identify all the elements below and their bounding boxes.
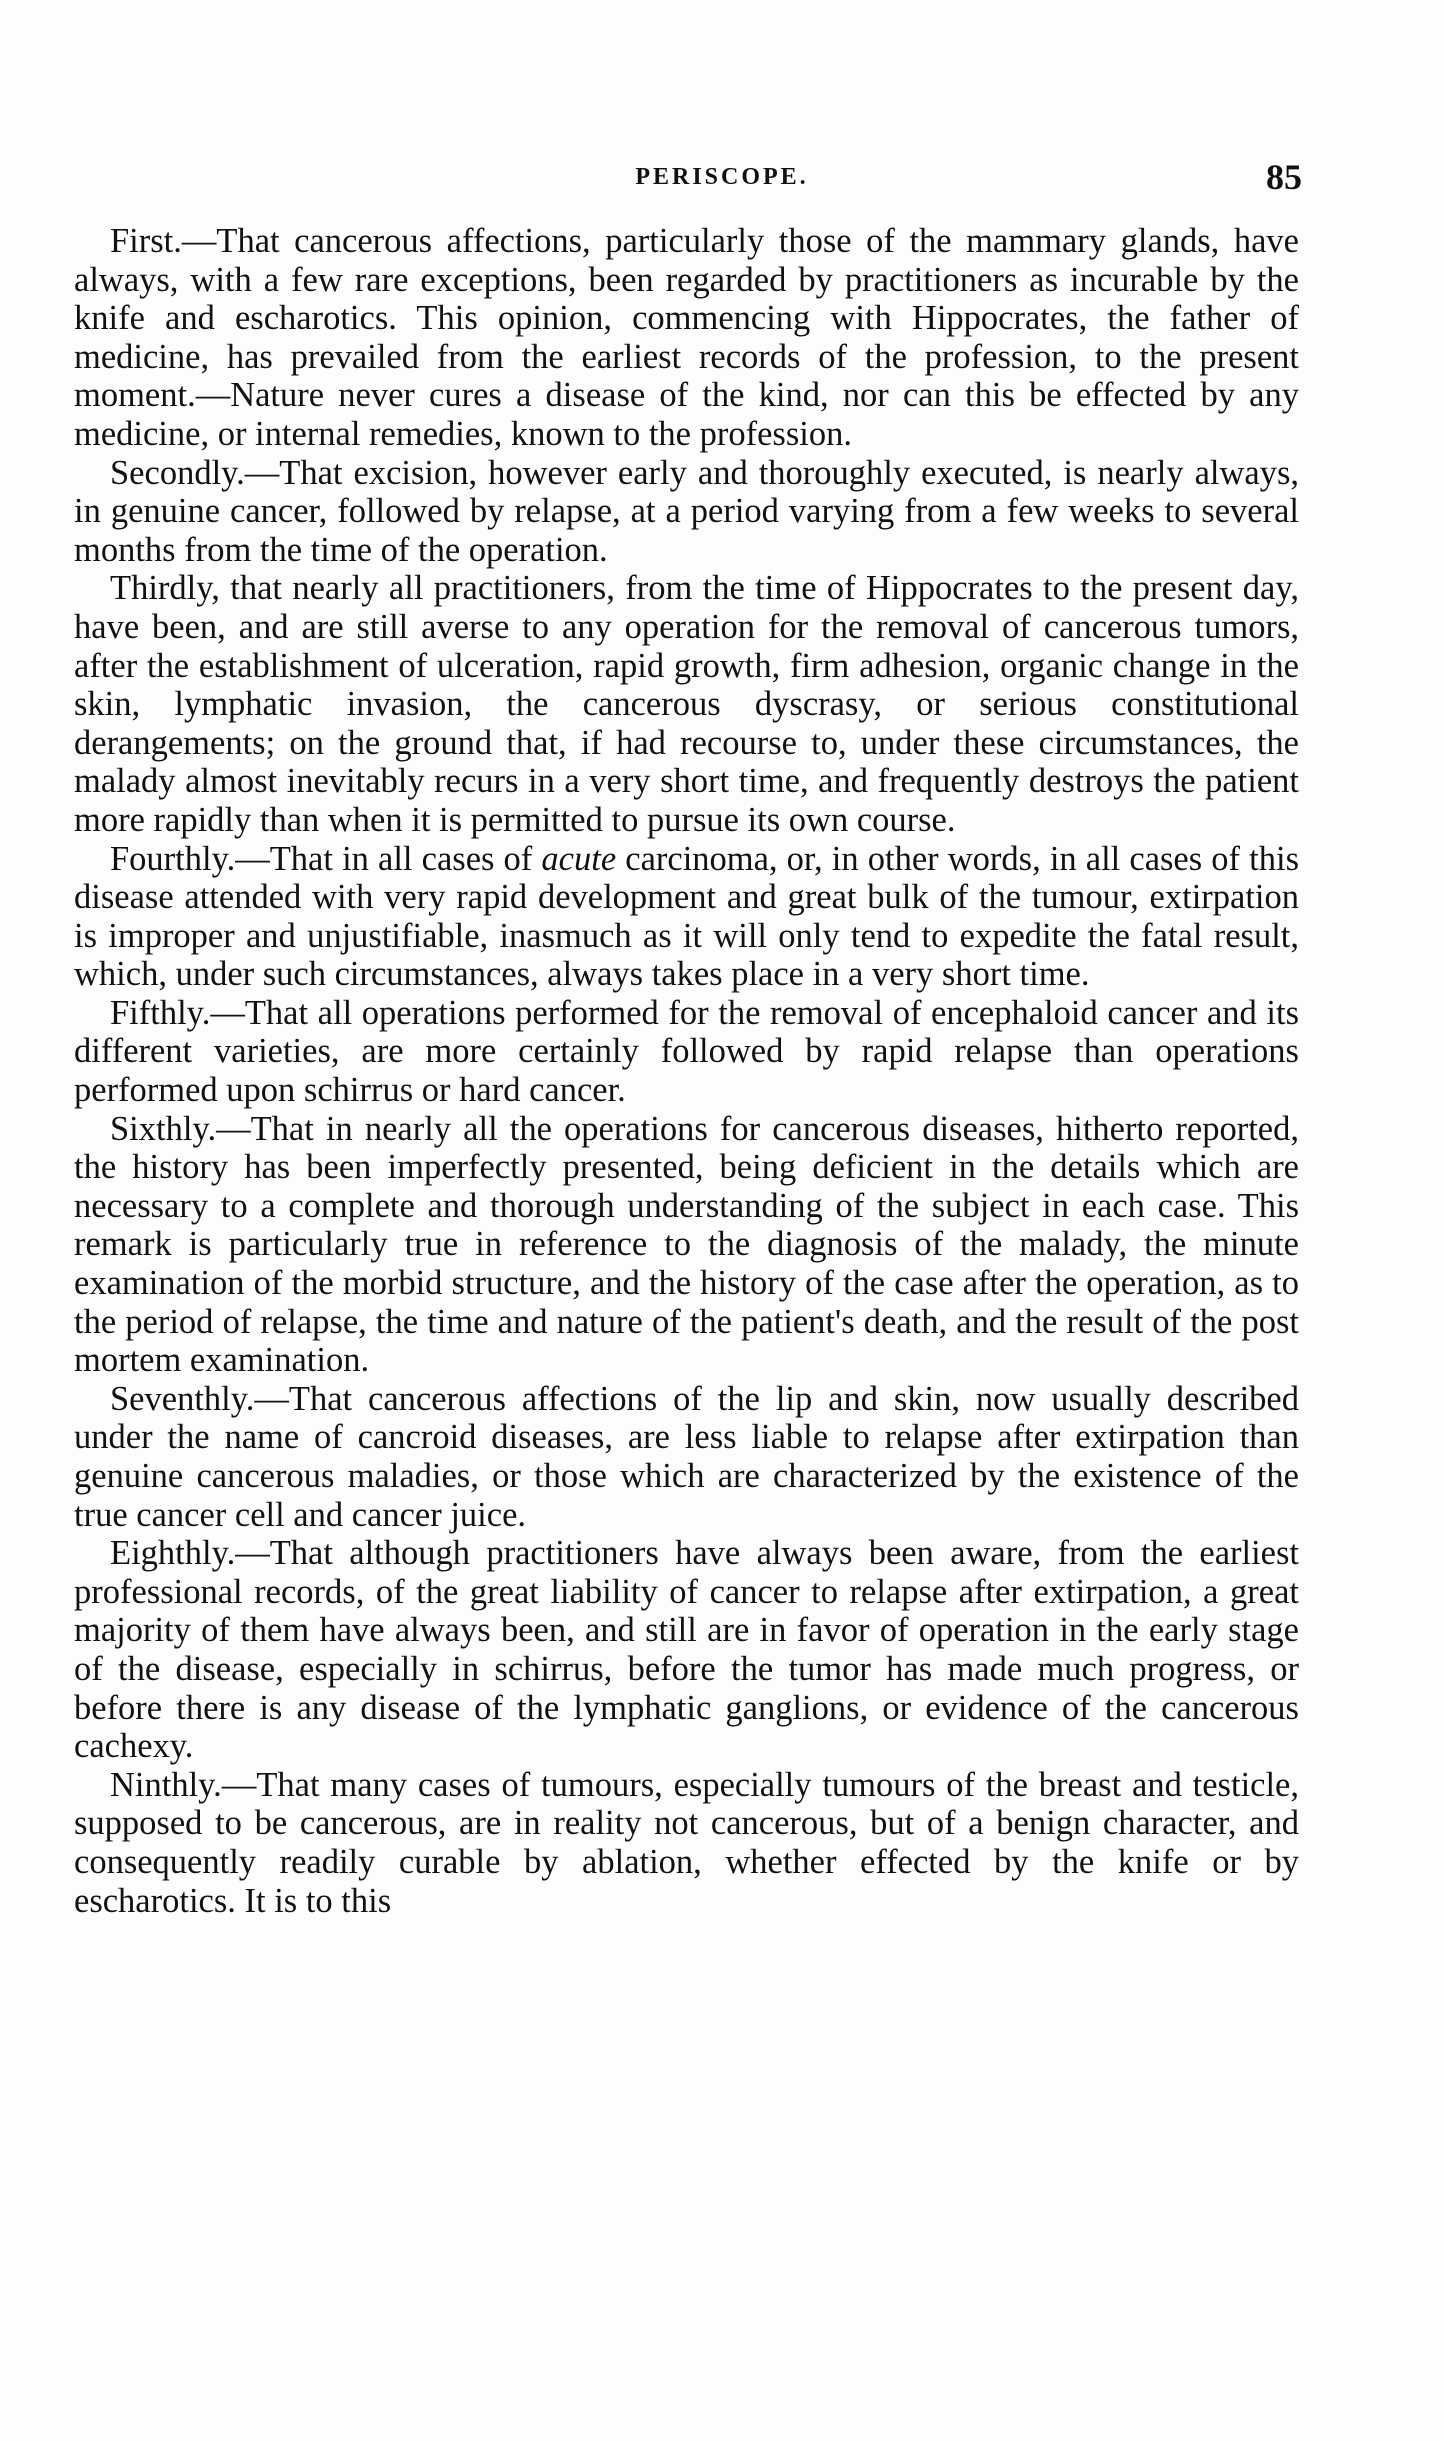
- paragraph-lead: Fifthly.: [110, 993, 211, 1032]
- paragraph-text: —That excision, however early and thoroughly executed, is nearly always, in genuine cancer, followed by relapse, at a period varying from a few weeks to several months from the time of the operation.: [74, 453, 1299, 569]
- paragraph-lead: Seventhly.: [110, 1379, 255, 1418]
- running-title: PERISCOPE.: [635, 164, 809, 190]
- paragraph-seventhly: [74, 1380, 1299, 1534]
- paragraph-sixthly: [74, 1110, 1299, 1380]
- paragraph-text-before: —That in all cases of: [235, 839, 542, 878]
- paragraph-text: —That cancerous affections, particularly those of the mammary glands, have always, with a few rare exceptions, been regarded by practitioners as incurable by the knife and escharotics. This opinion, commencing with Hippocrates, the father of medicine, has prevailed from the earliest records of the profession, to the present moment.—Nature never cures a disease of the kind, nor can this be effected by any medicine, or internal remedies, known to the profession.: [74, 222, 1299, 453]
- paragraph-fourthly: [74, 840, 1299, 994]
- paragraph-lead: Fourthly.: [110, 839, 236, 878]
- paragraph-first: [74, 222, 1299, 454]
- paragraph-ninthly: [74, 1766, 1299, 1920]
- paragraph-lead: Eighthly.: [110, 1534, 236, 1573]
- paragraph-lead: Secondly.: [110, 453, 245, 492]
- running-header: [0, 157, 1444, 204]
- emphasis-acute: acute: [541, 839, 617, 878]
- paragraph-lead: First.: [110, 222, 182, 260]
- paragraph-fifthly: [74, 994, 1299, 1110]
- paragraph-text: —That in nearly all the operations for cancerous diseases, hitherto reported, the history has been imperfectly presented, being deficient in the details which are necessary to a complete and thorough understanding of the subject in each case. This remark is particularly true in reference to the diagnosis of the malady, the minute examination of the morbid structure, and the history of the case after the operation, as to the period of relapse, the time and nature of the patient's death, and the result of the post mortem examination.: [74, 1109, 1299, 1380]
- paragraph-lead: Sixthly.: [110, 1109, 217, 1148]
- paragraph-lead: Thirdly,: [110, 569, 220, 608]
- body-text: [74, 222, 1299, 1920]
- paragraph-eighthly: [74, 1534, 1299, 1766]
- paragraph-text: carcinoma, or, in other words, in all cases of this disease attended with very rapid development and great bulk of the tumour, extirpation is improper and unjustifiable, inasmuch as it will only tend to expedite the fatal result, which, under such circumstances, always takes place in a very short time.: [74, 839, 1299, 994]
- paragraph-text: —That many cases of tumours, especially tumours of the breast and testicle, supposed to be cancerous, are in reality not cancerous, but of a benign character, and consequently readily curable by ablation, whether effected by the knife or by escharotics. It is to this: [74, 1765, 1299, 1920]
- paragraph-text: that nearly all practitioners, from the time of Hippocrates to the present day, have been, and are still averse to any operation for the removal of cancerous tumors, after the establishment of ulceration, rapid growth, firm adhesion, organic change in the skin, lymphatic invasion, the cancerous dyscrasy, or serious constitutional derangements; on the ground that, if had recourse to, under these circumstances, the malady almost inevitably recurs in a very short time, and frequently destroys the patient more rapidly than when it is permitted to pursue its own course.: [74, 569, 1299, 839]
- paragraph-lead: Ninthly.: [110, 1765, 222, 1804]
- page-number: 85: [1266, 157, 1302, 197]
- paragraph-text: —That cancerous affections of the lip and skin, now usually described under the name of cancroid diseases, are less liable to relapse after extirpation than genuine cancerous maladies, or those which are characterized by the existence of the true cancer cell and cancer juice.: [74, 1379, 1299, 1534]
- paragraph-thirdly: [74, 569, 1299, 839]
- paragraph-text: —That although practitioners have always been aware, from the earliest professional records, of the great liability of cancer to relapse after extirpation, a great majority of them have always been, and still are in favor of operation in the early stage of the disease, especially in schirrus, before the tumor has made much progress, or before there is any disease of the lymphatic ganglions, or evidence of the cancerous cachexy.: [74, 1534, 1299, 1766]
- paragraph-text: —That all operations performed for the removal of encephaloid cancer and its different varieties, are more certainly followed by rapid relapse than operations performed upon schirrus or hard cancer.: [74, 993, 1299, 1110]
- paragraph-secondly: [74, 454, 1299, 570]
